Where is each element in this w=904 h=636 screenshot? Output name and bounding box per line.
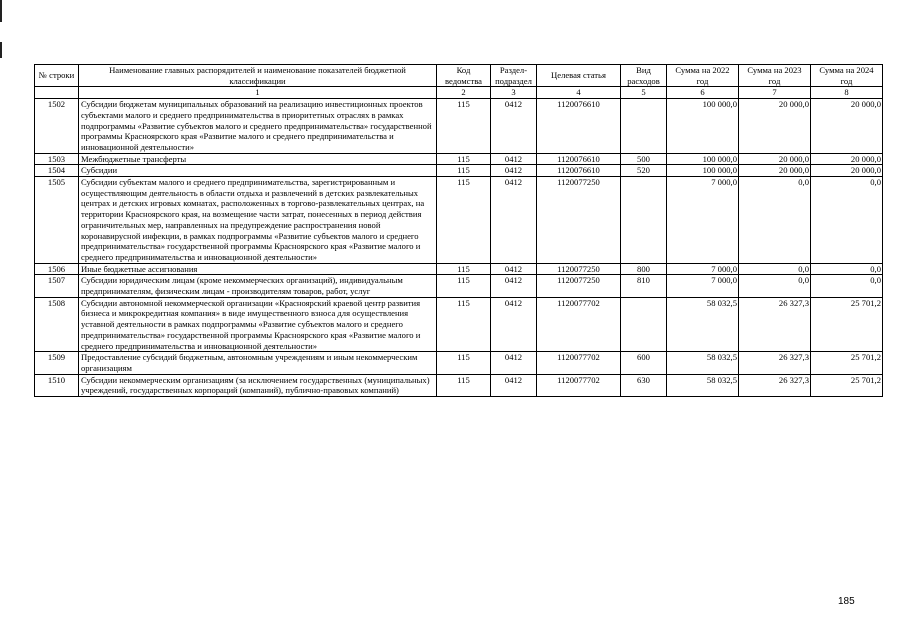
header-target: Целевая статья	[537, 65, 621, 87]
row-sum-2024: 20 000,0	[811, 165, 883, 177]
row-name: Иные бюджетные ассигнования	[79, 263, 437, 275]
row-sum-2022: 7 000,0	[667, 177, 739, 264]
column-number-row	[35, 87, 883, 99]
row-sum-2022: 7 000,0	[667, 275, 739, 297]
row-name: Субсидии автономной некоммерческой организации «Красноярский краевой центр развития бизнеса и микрокредитная компания» в виде имущественного взноса для осуществления уставной деятельности в рамках подпрограммы «Развитие субъектов малого и среднего предпринимательства» государственной программы Красноярского края «Развитие малого и среднего предпринимательства и инновационной деятельности»	[79, 297, 437, 352]
table-row	[35, 99, 883, 154]
row-section: 0412	[491, 275, 537, 297]
page-number: 185	[838, 596, 855, 607]
budget-table	[34, 64, 883, 397]
row-name: Субсидии юридическим лицам (кроме некоммерческих организаций), индивидуальным предпринимателям, физическим лицам - производителям товаров, работ, услуг	[79, 275, 437, 297]
header-row-number: № строки	[35, 65, 79, 87]
row-dept-code: 115	[437, 297, 491, 352]
row-section: 0412	[491, 153, 537, 165]
row-section: 0412	[491, 263, 537, 275]
row-expense-type	[621, 99, 667, 154]
row-expense-type: 810	[621, 275, 667, 297]
row-expense-type: 520	[621, 165, 667, 177]
row-name: Межбюджетные трансферты	[79, 153, 437, 165]
table-row	[35, 352, 883, 374]
table-header-row	[35, 65, 883, 87]
header-sum-2024: Сумма на 2024 год	[811, 65, 883, 87]
row-sum-2023: 20 000,0	[739, 165, 811, 177]
row-sum-2023: 0,0	[739, 275, 811, 297]
row-sum-2023: 20 000,0	[739, 153, 811, 165]
row-sum-2022: 7 000,0	[667, 263, 739, 275]
column-number-cell: 8	[811, 87, 883, 99]
row-sum-2023: 26 327,3	[739, 297, 811, 352]
row-target: 1120076610	[537, 99, 621, 154]
row-sum-2023: 0,0	[739, 177, 811, 264]
scan-edge-mark	[0, 42, 2, 58]
row-number: 1509	[35, 352, 79, 374]
row-name: Субсидии субъектам малого и среднего предпринимательства, зарегистрированным и осуществляющим деятельность в области отдыха и развлечений в детских развлекательных центрах и детских игровых комнатах, расположенных в торгово-развлекательных центрах, на территории Красноярского края, на возмещение части затрат, понесенных в период действия ограничительных мер, направленных на предупреждение распространения новой коронавирусной инфекции, в рамках подпрограммы «Развитие субъектов малого и среднего предпринимательства» государственной программы Красноярского края «Развитие малого и среднего предпринимательства и инновационной деятельности»	[79, 177, 437, 264]
column-number-cell: 3	[491, 87, 537, 99]
row-dept-code: 115	[437, 99, 491, 154]
column-number-cell: 6	[667, 87, 739, 99]
row-dept-code: 115	[437, 263, 491, 275]
header-sum-2022: Сумма на 2022 год	[667, 65, 739, 87]
table-row	[35, 177, 883, 264]
table-row	[35, 263, 883, 275]
row-expense-type: 600	[621, 352, 667, 374]
row-number: 1505	[35, 177, 79, 264]
row-number: 1503	[35, 153, 79, 165]
table-row	[35, 153, 883, 165]
table-row	[35, 165, 883, 177]
row-expense-type: 500	[621, 153, 667, 165]
row-expense-type: 800	[621, 263, 667, 275]
row-expense-type	[621, 297, 667, 352]
column-number-cell: 7	[739, 87, 811, 99]
row-section: 0412	[491, 352, 537, 374]
row-dept-code: 115	[437, 374, 491, 396]
row-sum-2023: 26 327,3	[739, 352, 811, 374]
row-section: 0412	[491, 165, 537, 177]
row-section: 0412	[491, 374, 537, 396]
row-number: 1507	[35, 275, 79, 297]
row-number: 1504	[35, 165, 79, 177]
row-number: 1506	[35, 263, 79, 275]
row-name: Субсидии	[79, 165, 437, 177]
row-sum-2023: 20 000,0	[739, 99, 811, 154]
row-target: 1120077702	[537, 352, 621, 374]
row-section: 0412	[491, 177, 537, 264]
row-number: 1510	[35, 374, 79, 396]
row-sum-2024: 20 000,0	[811, 99, 883, 154]
column-number-cell	[35, 87, 79, 99]
row-number: 1508	[35, 297, 79, 352]
row-sum-2024: 0,0	[811, 263, 883, 275]
row-sum-2022: 100 000,0	[667, 153, 739, 165]
column-number-cell: 4	[537, 87, 621, 99]
row-dept-code: 115	[437, 352, 491, 374]
column-number-cell: 5	[621, 87, 667, 99]
row-sum-2022: 100 000,0	[667, 165, 739, 177]
column-number-cell: 1	[79, 87, 437, 99]
table-row	[35, 275, 883, 297]
row-target: 1120077250	[537, 177, 621, 264]
row-sum-2024: 0,0	[811, 275, 883, 297]
row-expense-type: 630	[621, 374, 667, 396]
header-name: Наименование главных распорядителей и наименование показателей бюджетной классификации	[79, 65, 437, 87]
row-dept-code: 115	[437, 153, 491, 165]
row-sum-2024: 25 701,2	[811, 352, 883, 374]
row-sum-2024: 25 701,2	[811, 297, 883, 352]
row-number: 1502	[35, 99, 79, 154]
row-target: 1120077250	[537, 275, 621, 297]
row-dept-code: 115	[437, 177, 491, 264]
column-number-cell: 2	[437, 87, 491, 99]
row-sum-2022: 58 032,5	[667, 374, 739, 396]
row-target: 1120077702	[537, 374, 621, 396]
row-name: Субсидии некоммерческим организациям (за исключением государственных (муниципальных) учреждений, государственных корпораций (компаний), публично-правовых компаний)	[79, 374, 437, 396]
row-sum-2023: 0,0	[739, 263, 811, 275]
header-expense-type: Вид расходов	[621, 65, 667, 87]
row-sum-2022: 58 032,5	[667, 297, 739, 352]
row-expense-type	[621, 177, 667, 264]
row-section: 0412	[491, 99, 537, 154]
row-sum-2024: 20 000,0	[811, 153, 883, 165]
row-target: 1120076610	[537, 165, 621, 177]
row-name: Субсидии бюджетам муниципальных образований на реализацию инвестиционных проектов субъектами малого и среднего предпринимательства в приоритетных отраслях в рамках подпрограммы «Развитие субъектов малого и среднего предпринимательства» государственной программы Красноярского края «Развитие малого и среднего предпринимательства и инновационной деятельности»	[79, 99, 437, 154]
row-target: 1120077702	[537, 297, 621, 352]
table-row	[35, 297, 883, 352]
row-sum-2024: 0,0	[811, 177, 883, 264]
row-sum-2023: 26 327,3	[739, 374, 811, 396]
table-row	[35, 374, 883, 396]
header-section: Раздел-подраздел	[491, 65, 537, 87]
row-sum-2022: 58 032,5	[667, 352, 739, 374]
row-sum-2024: 25 701,2	[811, 374, 883, 396]
row-name: Предоставление субсидий бюджетным, автономным учреждениям и иным некоммерческим организациям	[79, 352, 437, 374]
row-dept-code: 115	[437, 275, 491, 297]
row-target: 1120076610	[537, 153, 621, 165]
header-dept-code: Код ведомства	[437, 65, 491, 87]
row-sum-2022: 100 000,0	[667, 99, 739, 154]
header-sum-2023: Сумма на 2023 год	[739, 65, 811, 87]
row-target: 1120077250	[537, 263, 621, 275]
row-dept-code: 115	[437, 165, 491, 177]
scan-edge-mark	[0, 0, 2, 22]
row-section: 0412	[491, 297, 537, 352]
